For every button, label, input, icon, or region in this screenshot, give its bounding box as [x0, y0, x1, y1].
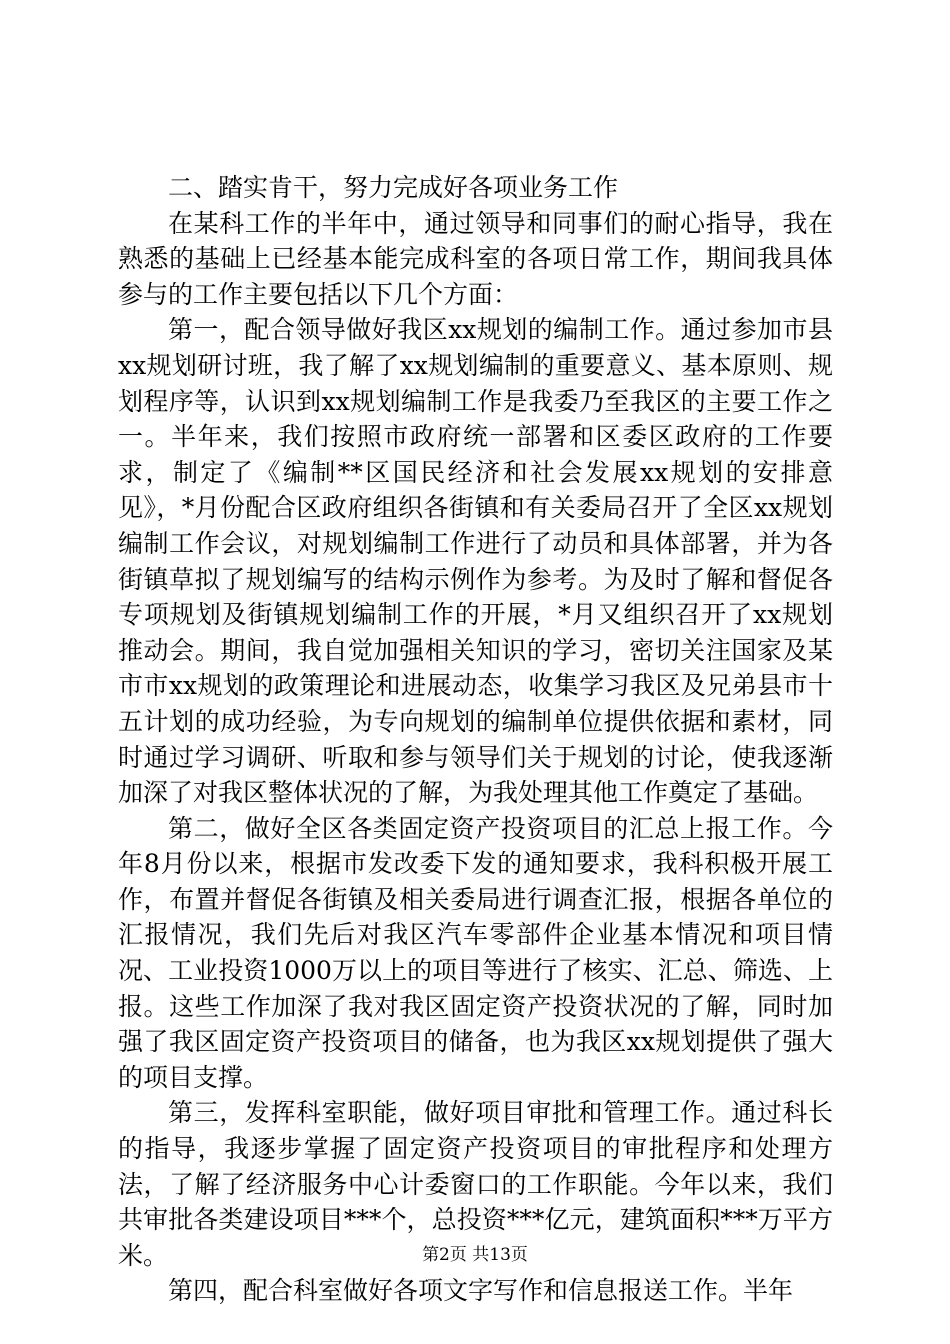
- paragraph-first: 第一，配合领导做好我区xx规划的编制工作。通过参加市县xx规划研讨班，我了解了xx规划编制的重要意义、基本原则、规划程序等，认识到xx规划编制工作是我委乃至我区的主要工作之一。半年来，我们按照市政府统一部署和区委区政府的工作要求，制定了《编制**区国民经济和社会发展xx规划的安排意见》，*月份配合区政府组织各街镇和有关委局召开了全区xx规划编制工作会议，对规划编制工作进行了动员和具体部署，并为各街镇草拟了规划编写的结构示例作为参考。为及时了解和督促各专项规划及街镇规划编制工作的开展，*月又组织召开了xx规划推动会。期间，我自觉加强相关知识的学习，密切关注国家及某市市xx规划的政策理论和进展动态，收集学习我区及兄弟县市十五计划的成功经验，为专向规划的编制单位提供依据和素材，同时通过学习调研、听取和参与领导们关于规划的讨论，使我逐渐加深了对我区整体状况的了解，为我处理其他工作奠定了基础。: [118, 315, 833, 808]
- page-indicator: 第2页 共13页: [422, 1245, 528, 1265]
- document-body: [118, 170, 833, 1309]
- paragraph-intro: 在某科工作的半年中，通过领导和同事们的耐心指导，我在熟悉的基础上已经基本能完成科室的各项日常工作，期间我具体参与的工作主要包括以下几个方面：: [118, 208, 833, 309]
- paragraph-fourth: 第四，配合科室做好各项文字写作和信息报送工作。半年: [168, 1276, 794, 1306]
- section-heading: 二、踏实肯干，努力完成好各项业务工作: [168, 173, 619, 202]
- paragraph-third: 第三，发挥科室职能，做好项目审批和管理工作。通过科长的指导，我逐步掌握了固定资产投资项目的审批程序和处理方法，了解了经济服务中心计委窗口的工作职能。今年以来，我们共审批各类建设项目***个，总投资***亿元，建筑面积***万平方米。: [118, 1098, 833, 1270]
- page-footer: [0, 1244, 950, 1266]
- paragraph-second: 第二，做好全区各类固定资产投资项目的汇总上报工作。今年8月份以来，根据市发改委下发的通知要求，我科积极开展工作，布置并督促各街镇及相关委局进行调查汇报，根据各单位的汇报情况，我们先后对我区汽车零部件企业基本情况和项目情况、工业投资1000万以上的项目等进行了核实、汇总、筛选、上报。这些工作加深了我对我区固定资产投资状况的了解，同时加强了我区固定资产投资项目的储备，也为我区xx规划提供了强大的项目支撑。: [118, 813, 833, 1092]
